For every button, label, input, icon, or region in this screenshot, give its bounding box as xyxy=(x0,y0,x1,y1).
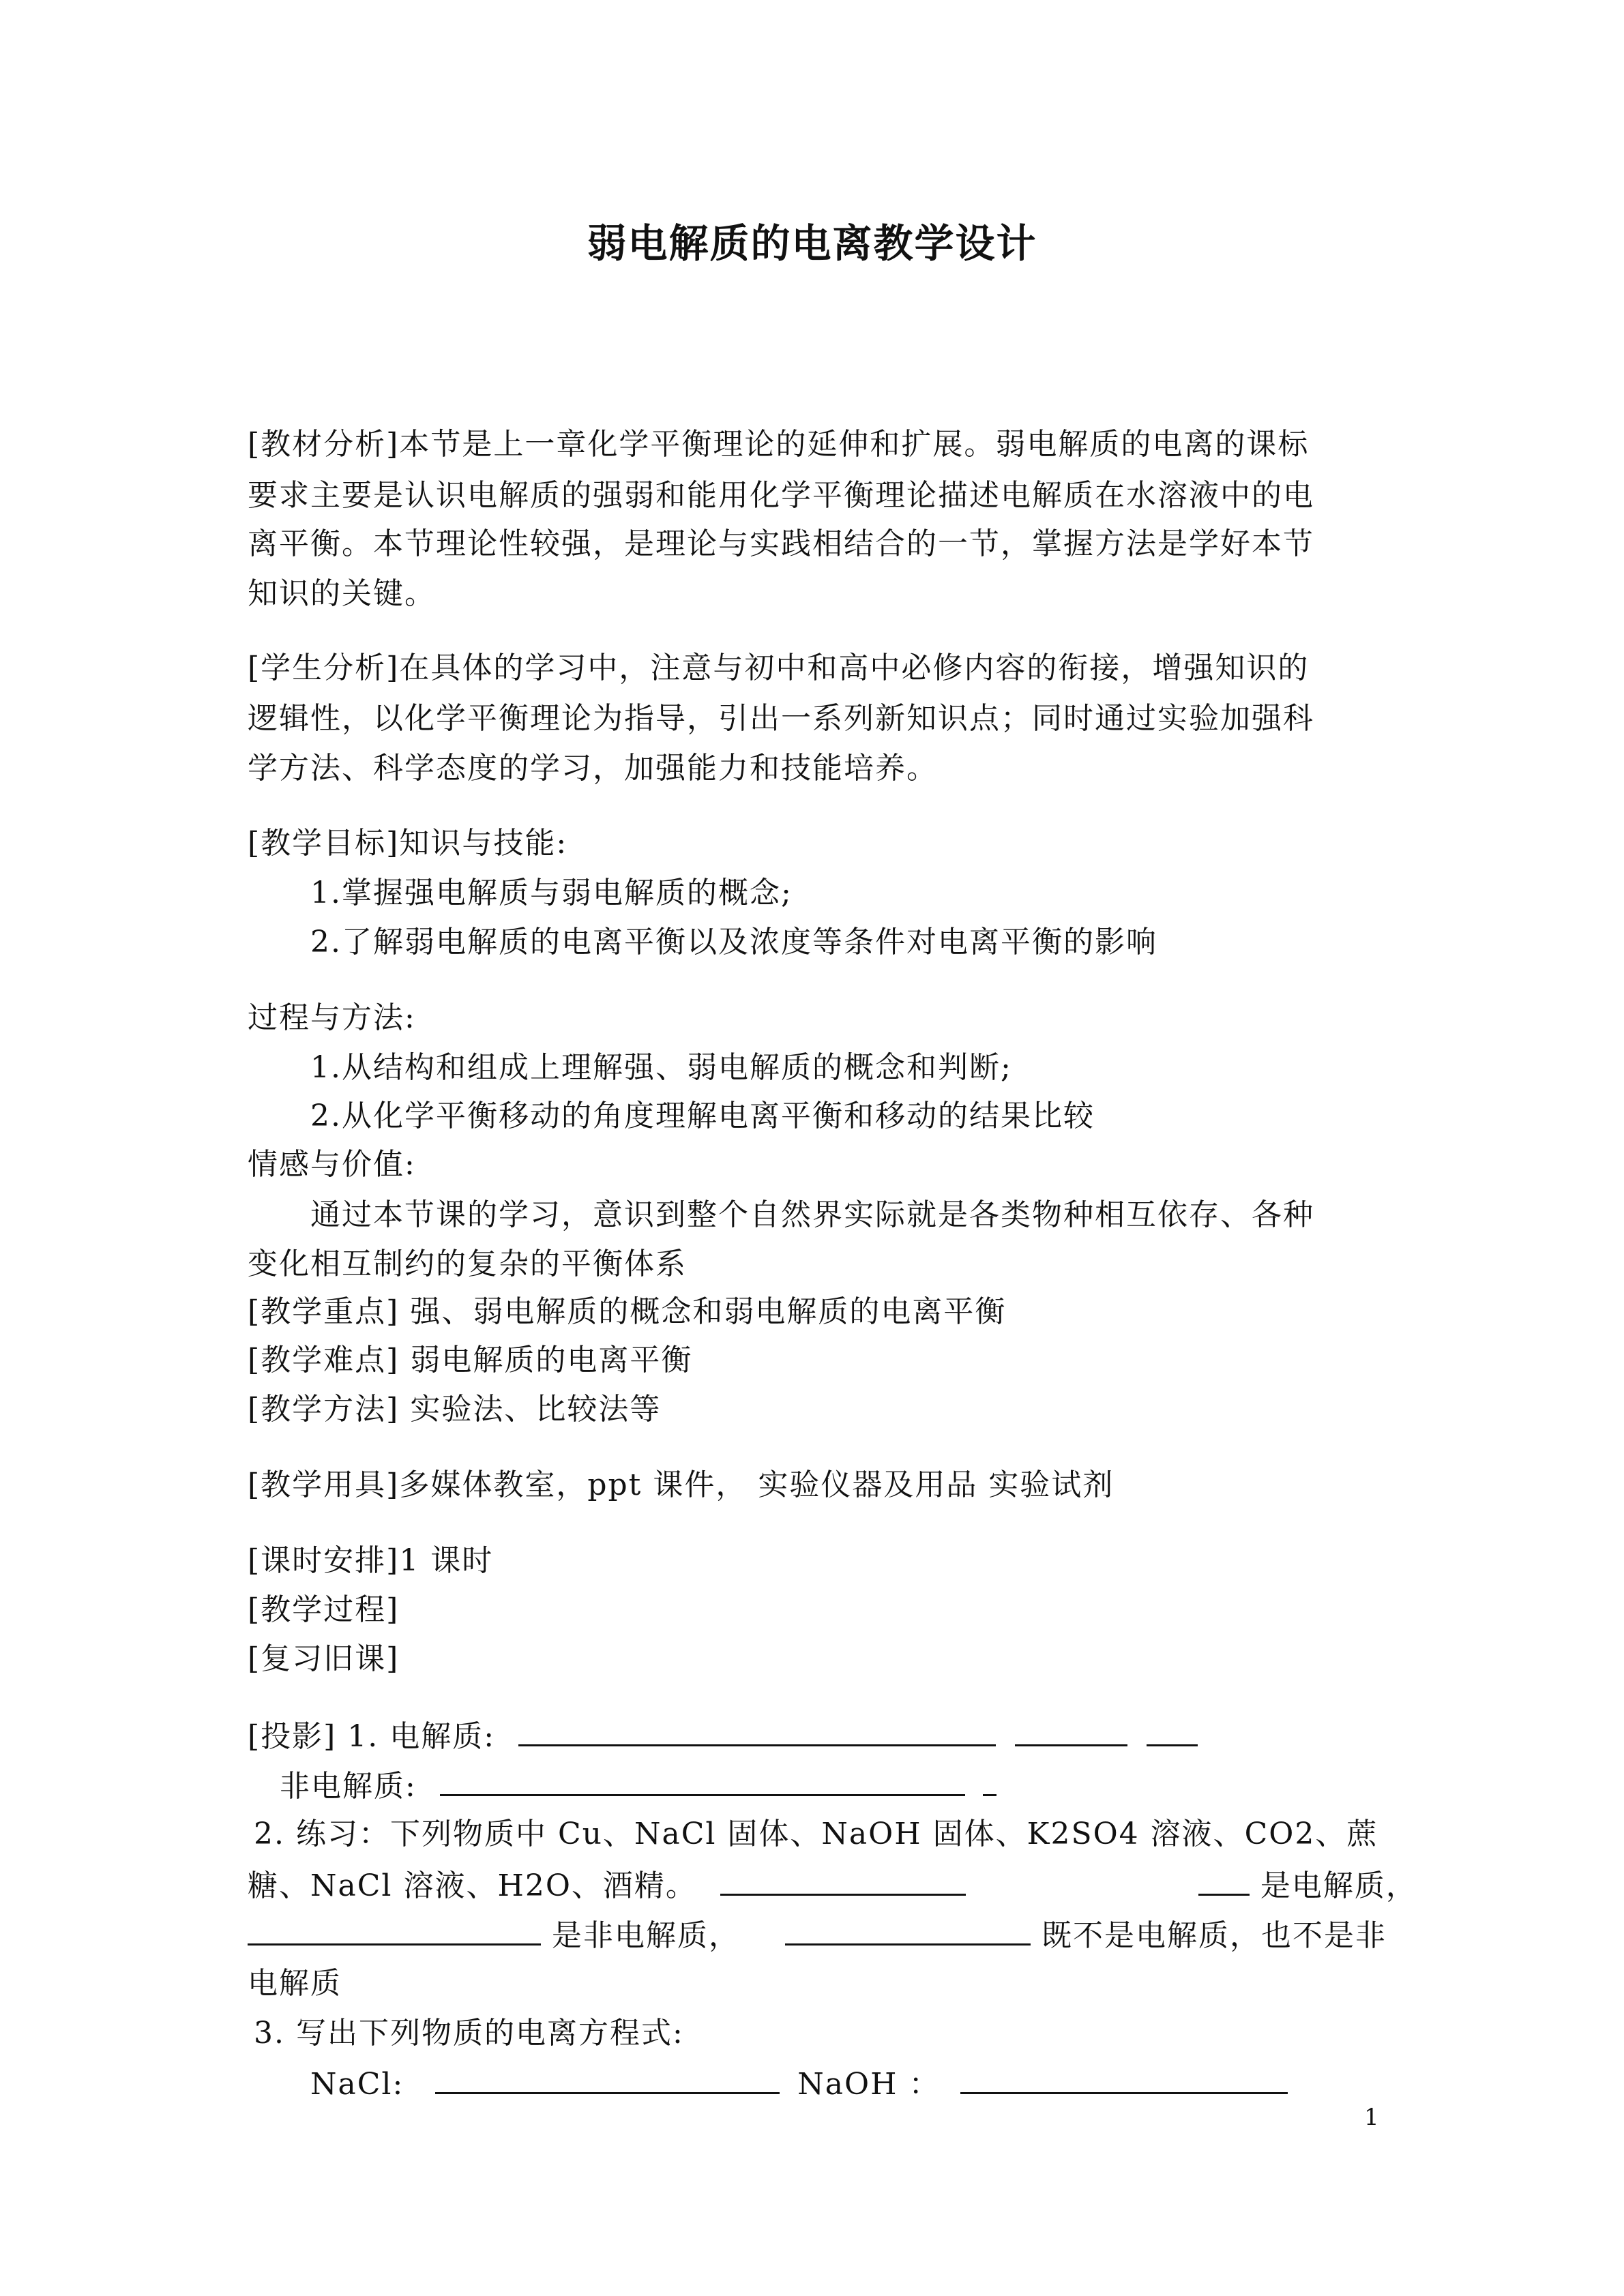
electrolyte-question xyxy=(248,1714,1198,1757)
ionization-equations xyxy=(310,2062,1288,2105)
exercise-q2-line-1: 2. 练习：下列物质中 Cu、NaCl 固体、NaOH 固体、K2SO4 溶液、CO2、蔗 xyxy=(254,1817,1378,1851)
knowledge-item-2: 2.了解弱电解质的电离平衡以及浓度等条件对电离平衡的影响 xyxy=(310,925,1157,959)
nacl-label: NaCl: xyxy=(310,2067,404,2102)
electrolyte-blank-2[interactable] xyxy=(1015,1714,1127,1746)
exercise-q3: 3. 写出下列物质的电离方程式: xyxy=(254,2016,684,2051)
key-points: [教学重点] 强、弱电解质的概念和弱电解质的电离平衡 xyxy=(248,1294,1007,1329)
q2-is-non-electrolyte: 是非电解质， xyxy=(552,1918,740,1953)
q2-non-electrolyte-blank[interactable] xyxy=(248,1913,541,1945)
process-item-1: 1.从结构和组成上理解强、弱电解质的概念和判断; xyxy=(310,1050,1012,1085)
electrolyte-blank-1[interactable] xyxy=(518,1714,996,1746)
material-analysis-line-4: 知识的关键。 xyxy=(248,576,436,611)
naoh-label: NaOH ： xyxy=(797,2067,941,2102)
emotion-line-2: 变化相互制约的复杂的平衡体系 xyxy=(248,1247,687,1281)
process-heading: 过程与方法: xyxy=(248,1000,416,1035)
exercise-q2-line-4: 电解质 xyxy=(248,1966,342,2001)
q2-is-electrolyte: 是电解质， xyxy=(1260,1868,1417,1903)
non-electrolyte-question xyxy=(280,1764,996,1807)
non-electrolyte-label: 非电解质: xyxy=(280,1769,417,1804)
non-electrolyte-blank[interactable] xyxy=(440,1764,965,1796)
electrolyte-label: [投影] 1. 电解质: xyxy=(248,1719,496,1754)
naoh-equation-blank[interactable] xyxy=(960,2062,1288,2094)
q2-neither-blank[interactable] xyxy=(785,1913,1031,1945)
nacl-equation-blank[interactable] xyxy=(435,2062,780,2094)
objectives-heading: [教学目标]知识与技能: xyxy=(248,826,568,861)
difficulties: [教学难点] 弱电解质的电离平衡 xyxy=(248,1343,693,1377)
emotion-line-1: 通过本节课的学习，意识到整个自然界实际就是各类物种相互依存、各种 xyxy=(310,1197,1314,1232)
material-analysis-line-3: 离平衡。本节理论性较强，是理论与实践相结合的一节，掌握方法是学好本节 xyxy=(248,526,1314,561)
review-label: [复习旧课] xyxy=(248,1641,400,1676)
student-analysis-line-1: [学生分析]在具体的学习中，注意与初中和高中必修内容的衔接，增强知识的 xyxy=(248,651,1310,685)
exercise-q2-line-2 xyxy=(248,1864,1417,1907)
knowledge-item-1: 1.掌握强电解质与弱电解质的概念; xyxy=(310,876,793,910)
q2-electrolyte-blank-1[interactable] xyxy=(720,1864,966,1896)
exercise-q2-text: 糖、NaCl 溶液、H2O、酒精。 xyxy=(248,1868,697,1903)
material-analysis-line-1: [教材分析]本节是上一章化学平衡理论的延伸和扩展。弱电解质的电离的课标 xyxy=(248,427,1310,462)
student-analysis-line-3: 学方法、科学态度的学习，加强能力和技能培养。 xyxy=(248,751,938,786)
non-electrolyte-blank-short[interactable] xyxy=(983,1764,996,1796)
q2-electrolyte-blank-2[interactable] xyxy=(1198,1864,1250,1896)
page-title: 弱电解质的电离教学设计 xyxy=(587,220,1037,267)
material-analysis-line-2: 要求主要是认识电解质的强弱和能用化学平衡理论描述电解质在水溶液中的电 xyxy=(248,478,1314,513)
q2-neither-text: 既不是电解质，也不是非 xyxy=(1042,1918,1387,1953)
page-number: 1 xyxy=(1364,2104,1379,2131)
process-label: [教学过程] xyxy=(248,1592,400,1627)
tools: [教学用具]多媒体教室，ppt 课件， 实验仪器及用品 实验试剂 xyxy=(248,1467,1114,1502)
process-item-2: 2.从化学平衡移动的角度理解电离平衡和移动的结果比较 xyxy=(310,1099,1095,1133)
emotion-heading: 情感与价值: xyxy=(248,1147,416,1182)
exercise-q2-line-3 xyxy=(248,1913,1387,1956)
methods: [教学方法] 实验法、比较法等 xyxy=(248,1392,662,1427)
electrolyte-blank-3[interactable] xyxy=(1147,1714,1198,1746)
schedule: [课时安排]1 课时 xyxy=(248,1543,494,1578)
student-analysis-line-2: 逻辑性，以化学平衡理论为指导，引出一系列新知识点；同时通过实验加强科 xyxy=(248,701,1314,736)
